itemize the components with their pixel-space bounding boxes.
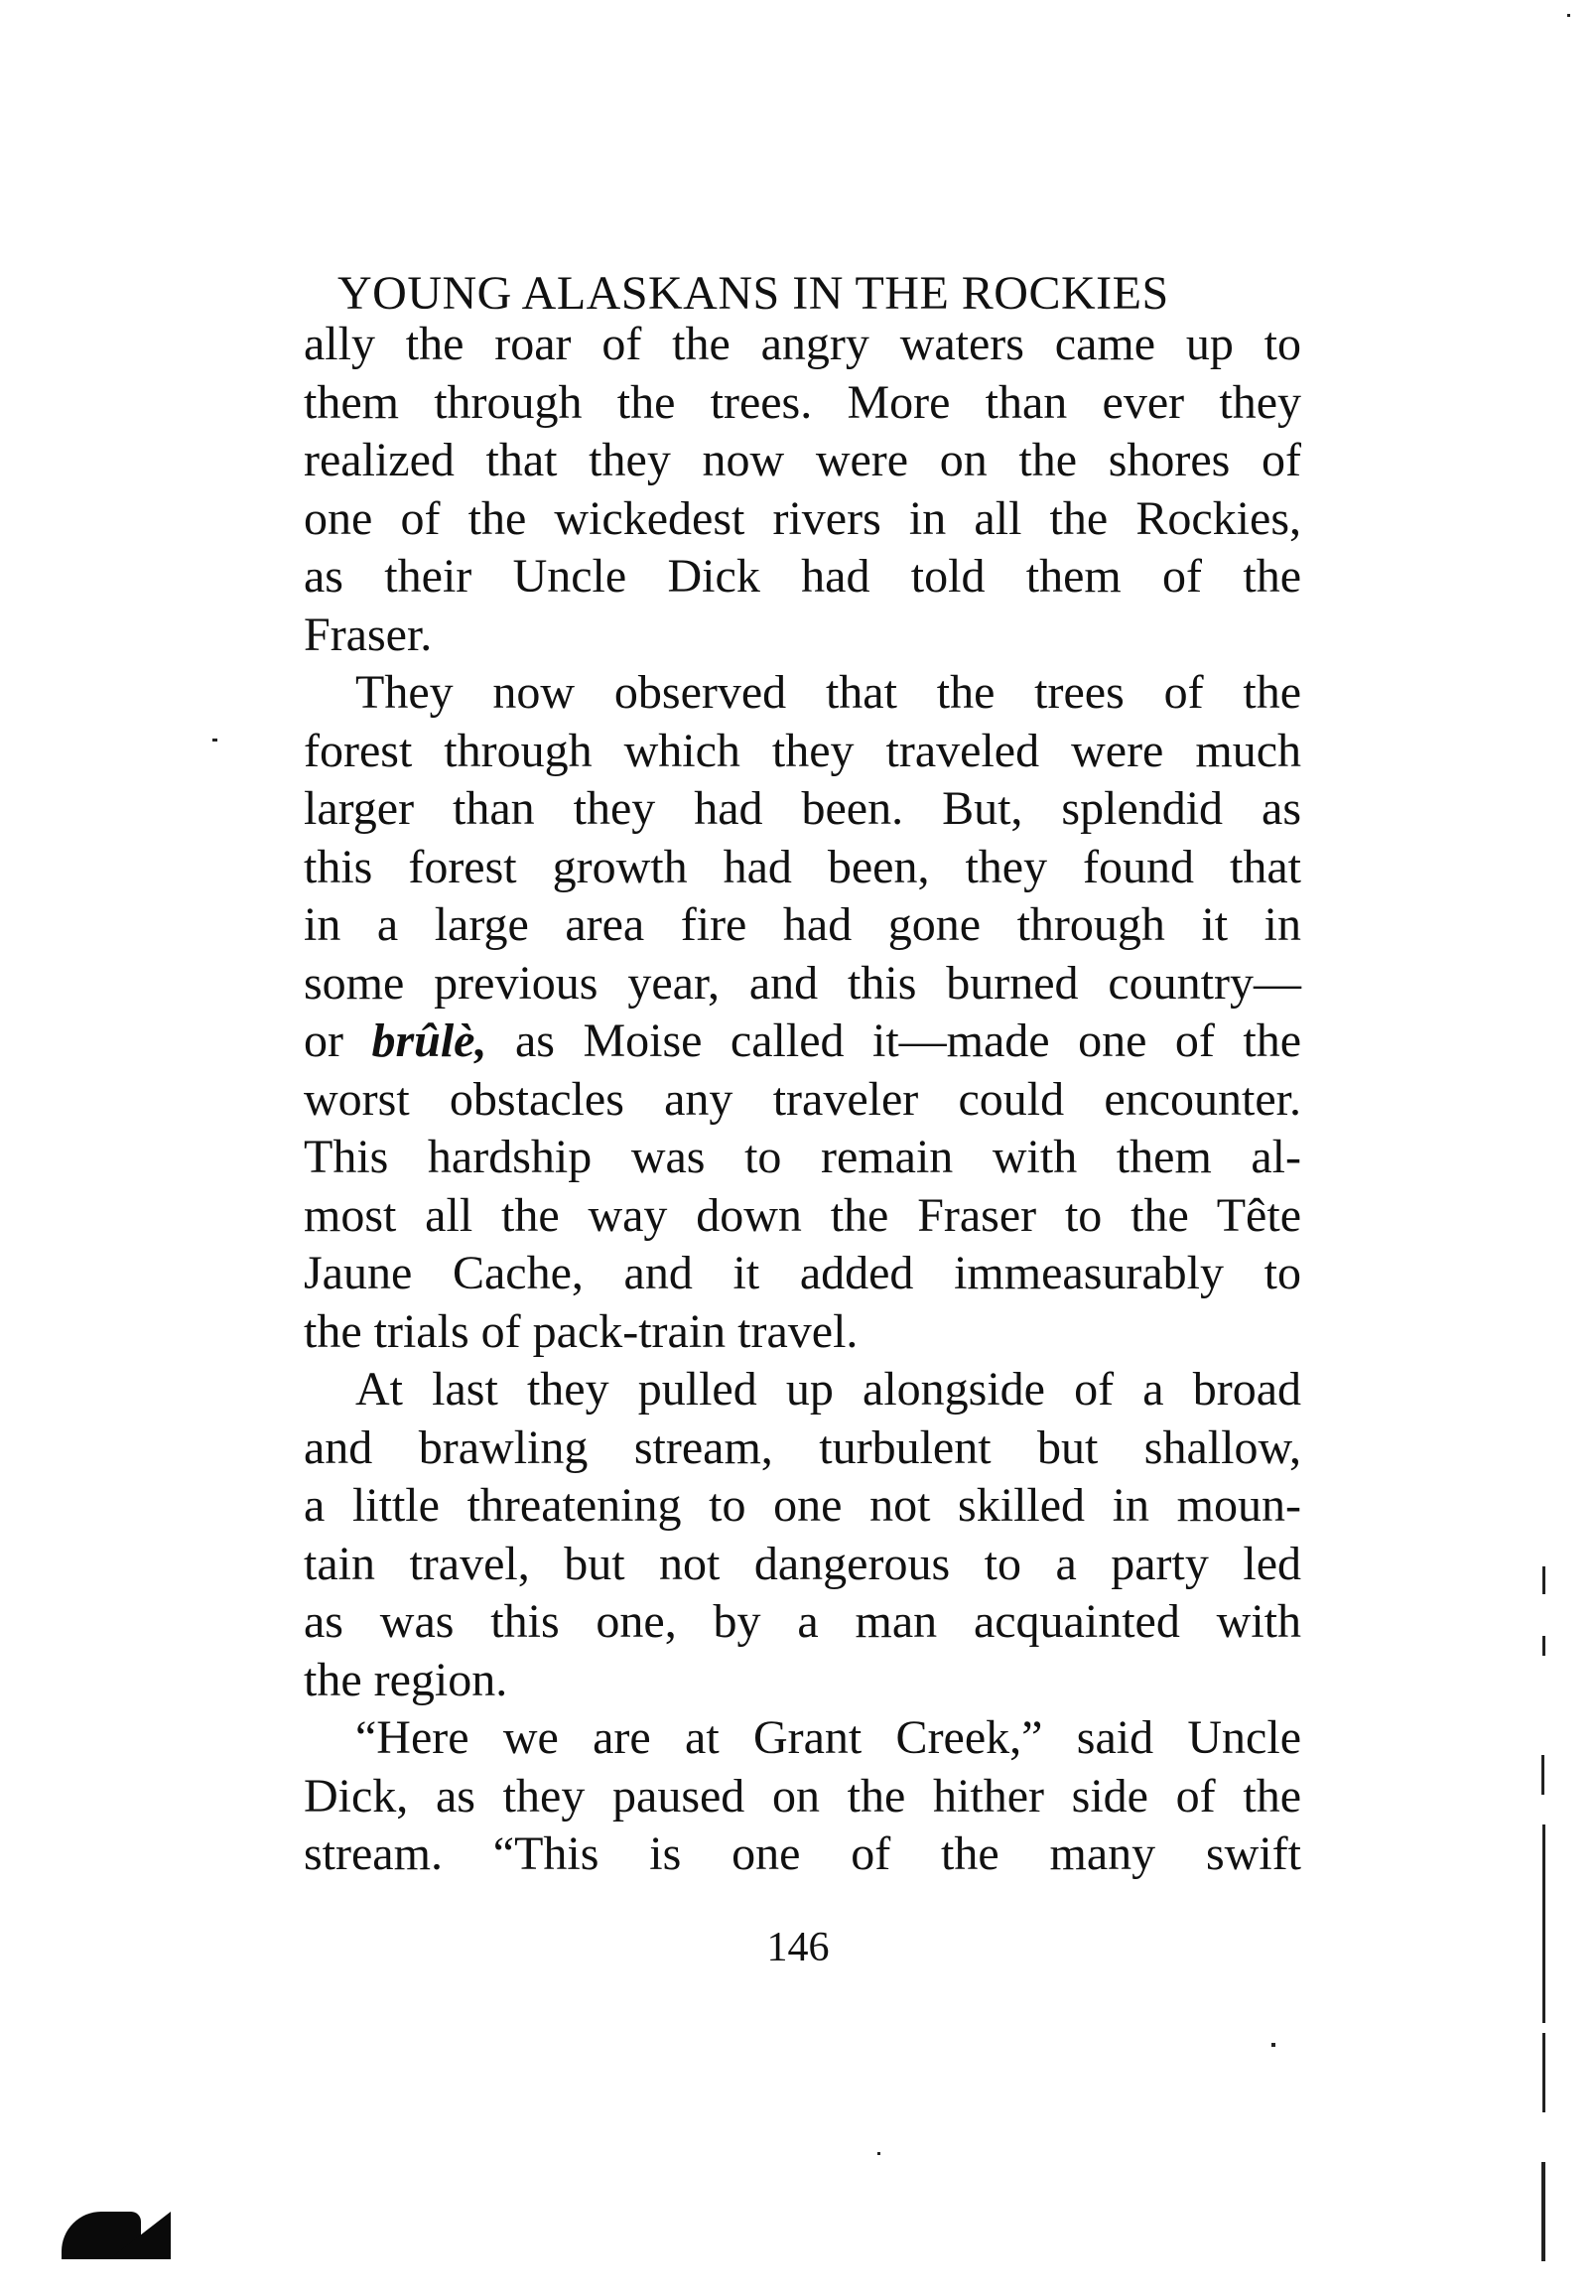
text-line: Fraser. bbox=[304, 608, 433, 661]
text-line: At last they pulled up alongside of a broad bbox=[355, 1363, 1301, 1416]
page-number: 146 bbox=[766, 1925, 830, 1970]
scan-speck bbox=[1542, 2033, 1545, 2112]
text-line: This hardship was to remain with them al- bbox=[304, 1131, 1301, 1183]
text-line: realized that they now were on the shores of bbox=[304, 434, 1301, 486]
scan-speck bbox=[212, 739, 217, 742]
text-line: worst obstacles any traveler could encounter. bbox=[304, 1072, 1301, 1126]
text-line: They now observed that the trees of the bbox=[355, 666, 1301, 719]
scan-speck bbox=[1541, 1755, 1544, 1795]
text-line: Jaune Cache, and it added immeasurably to bbox=[304, 1247, 1301, 1299]
paragraph bbox=[304, 1361, 1301, 1709]
scan-speck bbox=[1541, 2162, 1545, 2261]
scan-speck bbox=[877, 2152, 880, 2155]
scan-speck bbox=[1271, 2043, 1275, 2047]
text-line: some previous year, and this burned country— bbox=[304, 956, 1301, 1010]
text-line: as their Uncle Dick had told them of the bbox=[304, 550, 1301, 603]
text-line: the region. bbox=[304, 1653, 508, 1706]
text-line: one of the wickedest rivers in all the Rockies, bbox=[304, 491, 1301, 545]
paragraph bbox=[304, 316, 1301, 664]
text-line: and brawling stream, turbulent but shallow, bbox=[304, 1420, 1301, 1474]
text-line: a little threatening to one not skilled in moun- bbox=[304, 1479, 1301, 1532]
text-line: ally the roar of the angry waters came up to bbox=[304, 318, 1301, 370]
italic-term: brûlè, bbox=[371, 1014, 487, 1067]
text-line: forest through which they traveled were much bbox=[304, 724, 1301, 777]
scan-blot-tail bbox=[109, 2212, 171, 2259]
text-line: most all the way down the Fraser to the Tête bbox=[304, 1188, 1301, 1242]
text-line: “Here we are at Grant Creek,” said Uncle bbox=[355, 1711, 1301, 1764]
text-run: or bbox=[304, 1014, 372, 1067]
text-line: tain travel, but not dangerous to a party led bbox=[304, 1537, 1301, 1590]
text-line-with-italic bbox=[304, 1013, 1301, 1071]
body-text bbox=[304, 316, 1301, 1884]
scan-speck bbox=[1542, 1636, 1545, 1656]
text-line: this forest growth had been, they found that bbox=[304, 840, 1301, 893]
paragraph bbox=[304, 664, 1301, 1361]
paragraph bbox=[304, 1709, 1301, 1884]
text-line: as was this one, by a man acquainted with bbox=[304, 1595, 1301, 1648]
text-line: stream. “This is one of the many swift bbox=[304, 1827, 1301, 1880]
text-line: in a large area fire had gone through it in bbox=[304, 898, 1301, 951]
text-run: as Moise called it—made one of the bbox=[486, 1014, 1301, 1067]
text-line: larger than they had been. But, splendid as bbox=[304, 782, 1301, 835]
running-head: YOUNG ALASKANS IN THE ROCKIES bbox=[337, 267, 1169, 320]
scan-speck bbox=[1567, 14, 1570, 17]
text-line: the trials of pack-train travel. bbox=[304, 1304, 859, 1358]
scan-speck bbox=[1542, 1824, 1545, 2023]
text-line: them through the trees. More than ever they bbox=[304, 375, 1301, 429]
scan-speck bbox=[1542, 1566, 1545, 1594]
text-line: Dick, as they paused on the hither side of the bbox=[304, 1769, 1301, 1823]
